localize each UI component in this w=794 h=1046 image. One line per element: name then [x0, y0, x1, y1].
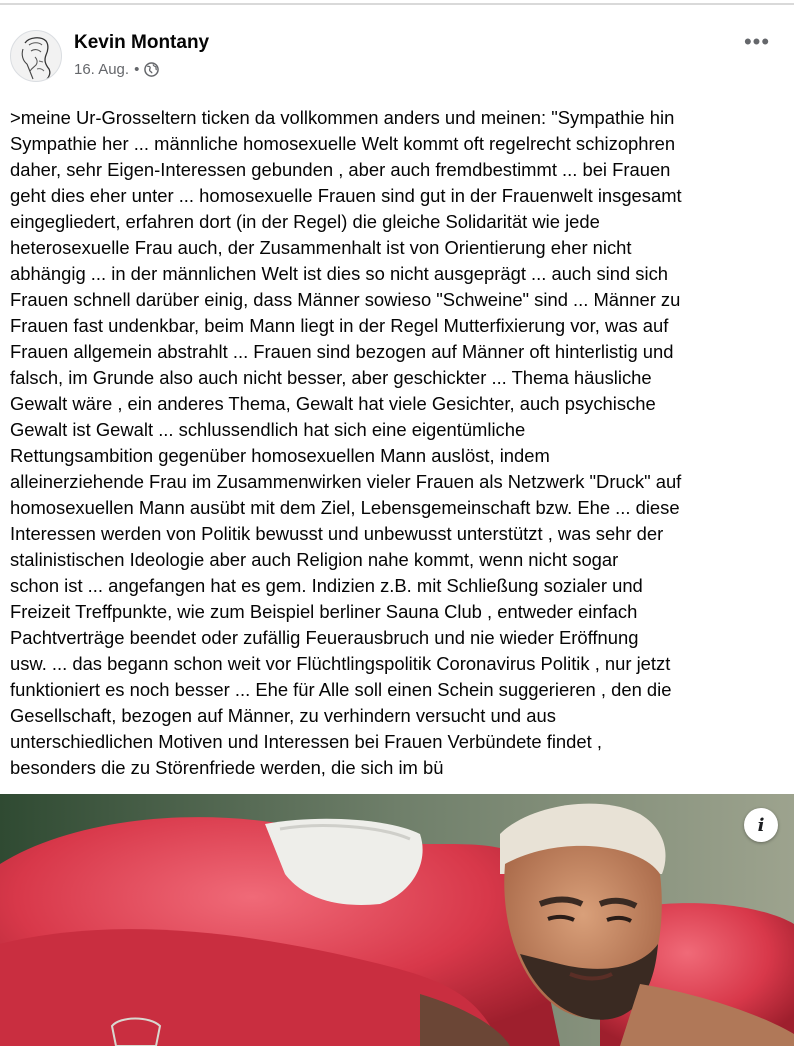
avatar-sketch-icon	[11, 31, 62, 82]
image-scene	[0, 794, 794, 1046]
top-divider	[0, 3, 794, 5]
author-name[interactable]: Kevin Montany	[74, 32, 210, 53]
post-text: >meine Ur-Grosseltern ticken da vollkommen anders und meinen: "Sympathie hin Sympathie her ... männliche homosexuelle Welt kommt oft regelrecht schizophren daher, sehr Eigen-Interessen gebunden , aber auch fremdbestimmt ... bei Frauen geht dies eher unter ... homosexuelle Frauen sind gut in der Frauenwelt insgesamt eingegliedert, erfahren dort (in der Regel) die gleiche Solidarität wie jede heterosexuelle Frau auch, der Zusammenhalt ist von Orientierung eher nicht abhängig ... in der männlichen Welt ist dies so nicht ausgeprägt ... auch sind sich Frauen schnell darüber einig, dass Männer sowieso "Schweine" sind ... Männer zu Frauen fast undenkbar, beim Mann liegt in der Regel Mutterfixierung vor, was auf Frauen allgemein abstrahlt ... Frauen sind bezogen auf Männer oft hinterlistig und falsch, im Grunde also auch nicht besser, aber geschickter ... Thema häusliche Gewalt wäre , ein anderes Thema, Gewalt hat viele Gesichter, auch psychische Gewalt ist Gewalt ... schlussendlich hat sich eine eigentümliche Rettungsambition gegenüber homosexuellen Mann auslöst, indem alleinerziehende Frau im Zusammenwirken vieler Frauen als Netzwerk "Druck" auf homosexuellen Mann ausübt mit dem Ziel, Lebensgemeinschaft bzw. Ehe ... diese Interessen werden von Politik bewusst und unbewusst unterstützt , was sehr der stalinistischen Ideologie aber auch Religion nahe kommt, wenn nicht sogar schon ist ... angefangen hat es gem. Indizien z.B. mit Schließung sozialer und Freizeit Treffpunkte, wie zum Beispiel berliner Sauna Club , entweder einfach Pachtverträge beendet oder zufällig Feuerausbruch und nie wieder Eröffnung usw. ... das begann schon weit vor Flüchtlingspolitik Coronavirus Politik , nur jetzt funktioniert es noch besser ... Ehe für Alle soll einen Schein suggerieren , den die Gesellschaft, bezogen auf Männer, zu verhindern versucht und aus unterschiedlichen Motiven und Interessen bei Frauen Verbündete findet , besonders die zu Störenfriede werden, die sich im bü	[10, 107, 682, 778]
more-dots-icon: •••	[743, 29, 771, 54]
post-meta	[74, 61, 159, 78]
ad-info-button[interactable]	[744, 808, 778, 842]
post-date[interactable]: 16. Aug.	[74, 61, 130, 78]
more-options-button[interactable]	[740, 30, 774, 54]
post-header	[10, 30, 784, 86]
globe-icon	[144, 62, 159, 77]
author-avatar[interactable]	[10, 30, 62, 82]
meta-separator: •	[134, 61, 140, 78]
info-icon: i	[757, 814, 765, 836]
post-image[interactable]	[0, 794, 794, 1046]
